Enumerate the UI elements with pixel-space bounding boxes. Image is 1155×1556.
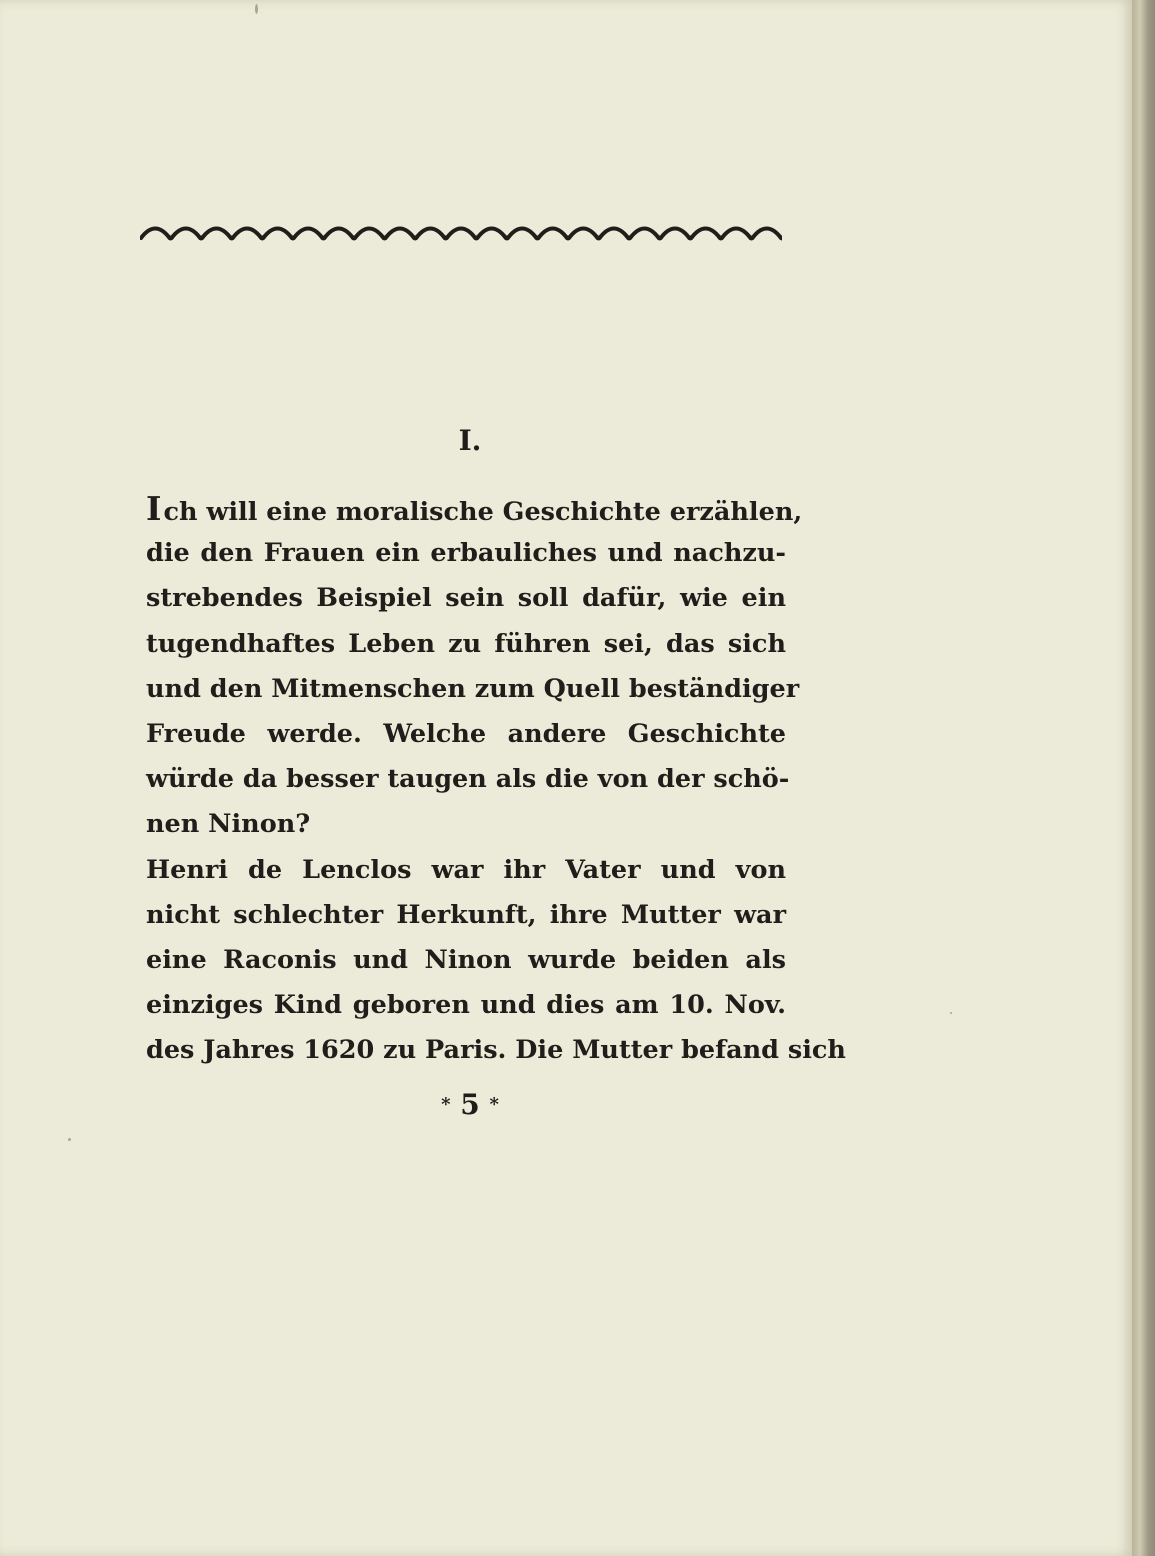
ornament-arc — [263, 229, 292, 239]
text-line: Henri de Lenclos war ihr Vater und von — [146, 854, 786, 885]
ornament-arc — [416, 229, 445, 239]
paper-speck — [255, 4, 258, 14]
ornament-arc — [386, 229, 415, 239]
text-line: strebendes Beispiel sein soll dafür, wie ein — [146, 583, 786, 614]
ornament-arc — [294, 229, 323, 239]
ornament-arc — [691, 229, 720, 239]
page-edge — [1132, 0, 1155, 1556]
page-number-footer — [0, 1088, 940, 1121]
text-line: tugendhaftes Leben zu führen sei, das sich — [146, 628, 786, 659]
ornament-arc — [538, 229, 567, 239]
text-line: nen Ninon? — [146, 809, 311, 840]
first-line-text: ch will eine moralische Geschichte erzählen, — [163, 497, 803, 527]
paper-speck — [950, 1012, 952, 1014]
star-icon: * — [441, 1094, 451, 1115]
ornament-arc — [447, 229, 476, 239]
text-line: einziges Kind geboren und dies am 10. Nov. — [146, 990, 786, 1021]
body-text — [146, 486, 846, 1073]
star-icon: * — [489, 1094, 499, 1115]
ornament-arc — [508, 229, 537, 239]
ornament-arc — [630, 229, 659, 239]
text-line: eine Raconis und Ninon wurde beiden als — [146, 944, 786, 975]
ornament-arc — [172, 229, 201, 239]
ornament-arc — [141, 229, 170, 239]
paper-speck — [68, 1138, 71, 1141]
text-line: Freude werde. Welche andere Geschichte — [146, 718, 786, 749]
text-line: die den Frauen ein erbauliches und nachzu- — [146, 538, 786, 569]
text-line: des Jahres 1620 zu Paris. Die Mutter befand sich — [146, 1035, 846, 1066]
text-line: nicht schlechter Herkunft, ihre Mutter war — [146, 899, 786, 930]
ornament-arc — [600, 229, 629, 239]
page-number: 5 — [460, 1088, 480, 1121]
chapter-heading: I. — [458, 424, 482, 457]
ornament-arc — [233, 229, 262, 239]
text-line: würde da besser taugen als die von der schö- — [146, 764, 790, 795]
ornament-arc — [355, 229, 384, 239]
ornament-arc — [324, 229, 353, 239]
ornament-arc — [477, 229, 506, 239]
drop-cap: I — [146, 489, 164, 528]
text-line-1 — [146, 486, 803, 531]
ornament-arc — [202, 229, 231, 239]
text-line: und den Mitmenschen zum Quell beständiger — [146, 673, 800, 704]
ornament-arc — [722, 229, 751, 239]
ornament-arc — [661, 229, 690, 239]
ornament-arc — [752, 229, 781, 239]
decorative-ornament-border — [140, 218, 782, 244]
ornament-arc — [569, 229, 598, 239]
